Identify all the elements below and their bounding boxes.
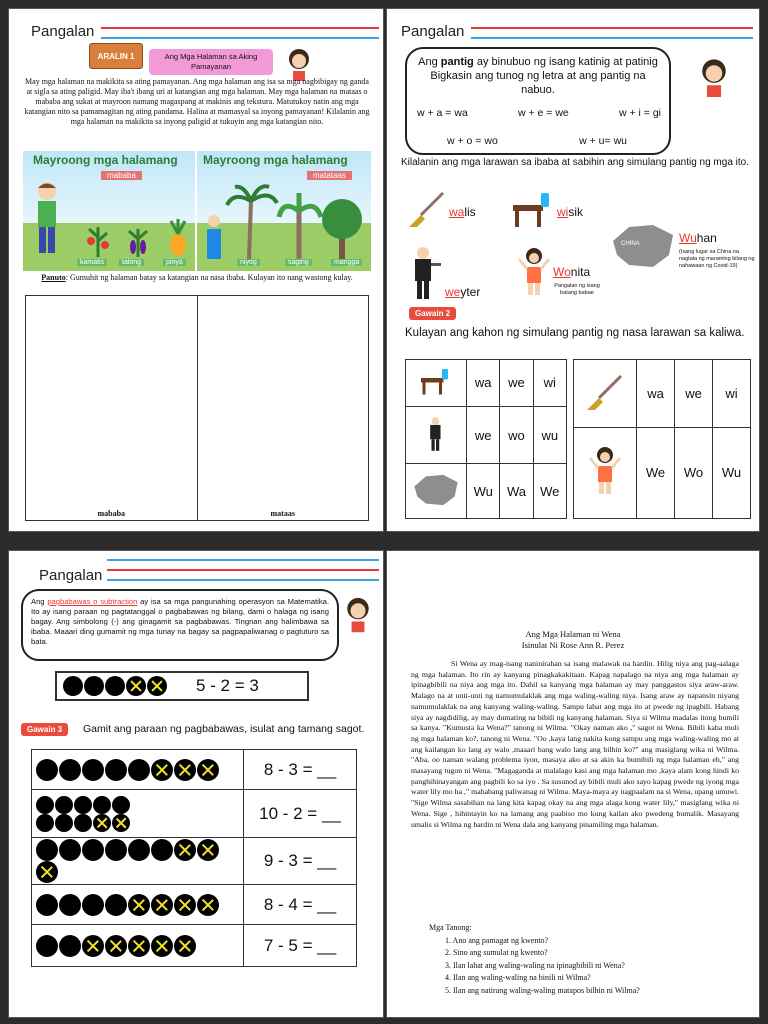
dots-cell [32, 750, 244, 790]
crossed-dot-icon [197, 759, 219, 781]
syllable-cell[interactable]: wa [637, 360, 675, 428]
plants-illustration [23, 151, 371, 271]
intro-paragraph: May mga halaman na makikita sa ating pamayanan. Ang mga halaman ang isa sa mga nagbibigay ng ganda at sigla sa ating paligid. May iba't ibang uri at katangian ang mga halaman. May mga halaman na mataas o mababa ang sukat at mayroon namang magaspang at makinis ang tekstura. Matutukoy natin ang mga katangian nito sa pamamagitan ng ating pandama. Halina at mamasyal sa inyong pamayanan! Kilalanin ang mga halaman na makikita sa inyong paligid at tukuyin ang mga katangian nito. [24, 77, 370, 126]
wonita-girl-icon [588, 443, 622, 499]
syllable-cell[interactable]: We [637, 427, 675, 518]
instruction-2: Kulayan ang kahon ng simulang pantig ng nasa larawan sa kaliwa. [405, 327, 745, 339]
dot-icon [59, 839, 81, 861]
pantig-bubble [405, 47, 671, 155]
name-line-blue [471, 37, 753, 39]
picture-cell [406, 464, 467, 519]
equation-cell[interactable]: 8 - 3 = __ [244, 750, 357, 790]
questions-list [445, 935, 640, 997]
story-body: Si Wena ay mag-isang naninirahan sa isang malawak na hardin. Hilig niya ang pag-aalaga ng mga halaman. Ito rin ay kanyang pinagkakakitaan. Kapag napalago na niya ang mga halaman ay ipinagbibili na niya ang mga ito. Dahil sa kanyang mga halaman ay may panggastos siya araw-araw. Malago na at unti-unti ng namumulaklak ang mga waling-waling niya. Isang araw ay napansin niyang namumulaklak na ang kanyang waling-waling. Sampu lahat ang mga ito at pwede ng ipagbili. Habang siya ay nagdidilig, ay may dumating na bibili ng kanyang halaman. Siya si Wilma madalas itong bumili sa kanya. "Kumusta ka Wena?" tanong ni Wilma. "Okay naman ako ," sagot ni Wena. Bibili kaba muli ng mga halaman ko?, tanong ni Wena. "Oo ,kaya lang nakita kong sampu ang mga waling-waling mo at ang kailangan ko lang ay walo ,maaari bang walo lang ang bilhin ko?" ang masiglang wika ni Wilma. "Aba, oo naman walang problema iyon, masaya ako at sa akin ka bumibili ng mga halaman eh," ang masayang tugon ni Wena. "Magaganda at malalago kasi ang mga halaman mo ,kaya alam kong hindi ko panghihinayangan ang pagbili ko sa iyo . Sa susunod ay bibili muli ako sayo kapag pwede ng iyong mga water lily mo ha ," mahabang paliwanag ni Wilma. Maya-maya ay nagpaalam na si Wena, upang umuwi. "Sige Wilma sasabihan na lang kita kapag okay na ang mga alaga kong water lily," masiglang wika ni Wena. Sige , hihintayin ko na lamang ang paabiso mo kung kailan ako pwedeng bumalik. Masayang umalis si Wilma ng hardin ni Wena dala ang kanyang pinamiling mga halaman. [411, 659, 739, 829]
question-item: 5. Ilan ang natirang waling-waling matapos bilhin ni Wilma? [445, 985, 640, 995]
crossed-dot-icon [112, 814, 130, 832]
name-line-blue [107, 559, 379, 561]
table-row [406, 360, 567, 407]
instruction-1: Kilalanin ang mga larawan sa ibaba at sabihin ang simulang pantig ng mga ito. [401, 157, 750, 168]
dot-icon [36, 759, 58, 781]
syllable-cell[interactable]: we [467, 406, 500, 463]
syllable-cell[interactable]: we [500, 360, 533, 407]
aralin-badge: ARALIN 1 [89, 43, 143, 69]
china-map-icon [609, 221, 677, 271]
formula-wa: w + a = wa [417, 107, 468, 119]
syllable-cell[interactable]: wo [500, 406, 533, 463]
name-line-red [471, 27, 753, 29]
table-row [32, 925, 357, 967]
instruction-body: : Gumuhit ng halaman batay sa katangian na nasa ibaba. Kulayan ito nang wastong kulay. [65, 273, 353, 282]
dots-cell [32, 790, 244, 838]
table-row [32, 838, 357, 885]
gawain-3-badge: Gawain 3 [21, 723, 68, 736]
word-rest: sik [568, 205, 584, 219]
wuhan-note: (Isang lugar sa China na nagtala ng maraming bilang ng nahawaan ng Covid-19) [679, 249, 755, 269]
word-prefix: wa [449, 205, 465, 219]
banner-left: Mayroong mga halamang [33, 153, 178, 167]
box-label-mataas: mataas [270, 509, 295, 518]
name-line-red [101, 27, 379, 29]
dot-icon [128, 759, 150, 781]
syllable-cell[interactable]: Wo [675, 427, 713, 518]
word-wuhan [679, 231, 717, 245]
plant-label-pinya: pinya [163, 259, 186, 266]
table-row [32, 885, 357, 925]
picture-cell [406, 406, 467, 463]
crossed-dot-icon [93, 814, 111, 832]
spray-table-icon [416, 366, 456, 396]
dot-icon [84, 676, 104, 696]
plant-label-mangga: mangga [331, 259, 362, 266]
waiter-icon [407, 245, 441, 301]
banner-right: Mayroong mga halamang [203, 153, 348, 167]
wonita-note: Pangalan ng isang batang babae [554, 283, 600, 296]
dot-icon [59, 935, 81, 957]
question-item: 3. Ilan lahat ang waling-waling na ipinagbibili ni Wena? [445, 960, 625, 970]
crossed-dot-icon [128, 935, 150, 957]
formula-wo: w + o = wo [447, 135, 498, 147]
word-prefix: we [445, 285, 461, 299]
syllable-cell[interactable]: Wu [713, 427, 751, 518]
broom-icon [407, 189, 447, 229]
draw-box-mababa[interactable] [26, 296, 198, 520]
word-wonita [553, 265, 590, 279]
crossed-dot-icon [151, 894, 173, 916]
equation-cell[interactable]: 10 - 2 = __ [244, 790, 357, 838]
girl-icon [697, 57, 731, 97]
girl-icon [343, 595, 373, 633]
dot-icon [128, 839, 150, 861]
table-row [32, 750, 357, 790]
bubble-red: pagbabawas o subtraction [47, 597, 138, 606]
dots-cell [32, 838, 244, 885]
dot-icon [36, 839, 58, 861]
crossed-dot-icon [105, 935, 127, 957]
pangalan-label: Pangalan [31, 23, 95, 40]
dot-icon [36, 796, 54, 814]
banner-left-sub: mababa [101, 171, 142, 180]
subtraction-bubble [21, 589, 339, 661]
word-rest: lis [464, 205, 476, 219]
bubble-post: ay isa sa mga pangunahing operasyon sa Matematika. Ito ay isang paraan ng pagtatanggal o pagbabawas ng bilang, dami o halaga ng isang bagay. Ang simbolong (-) ang ginagamit sa pagbabawas. Tingnan ang halimbawa sa ibaba. Maaari ding gumamit ng mga tunay na bagay sa pagpapaliwanag o pagtuturo sa bata. [31, 597, 329, 646]
dot-icon [105, 894, 127, 916]
drawing-boxes [25, 295, 369, 521]
syllable-cell[interactable]: Wu [467, 464, 500, 519]
equation-cell[interactable]: 9 - 3 = __ [244, 838, 357, 885]
crossed-dot-icon [126, 676, 146, 696]
crossed-dot-icon [128, 894, 150, 916]
dot-icon [105, 676, 125, 696]
syllable-cell[interactable]: Wa [500, 464, 533, 519]
low-plants-panel [23, 151, 195, 271]
formula-wu: w + u= wu [579, 135, 627, 147]
picture-cell [406, 360, 467, 407]
spray-table-icon [511, 189, 555, 229]
crossed-dot-icon [197, 839, 219, 861]
table-row [574, 360, 751, 428]
low-plants-icon [83, 217, 193, 257]
word-prefix: Wu [679, 231, 697, 245]
dot-icon [36, 935, 58, 957]
formula-row-1 [417, 107, 661, 119]
name-line-blue-2 [107, 579, 379, 581]
crossed-dot-icon [82, 935, 104, 957]
syllable-cell[interactable]: wu [533, 406, 566, 463]
example-equation: 5 - 2 = 3 [196, 676, 259, 695]
crossed-dot-icon [147, 676, 167, 696]
plant-label-kamatis: kamatis [77, 259, 107, 266]
word-weyter [445, 285, 480, 299]
pantig-definition [415, 55, 661, 97]
questions-label: Mga Tanong: [429, 923, 472, 932]
story-author: Isinulat Ni Rose Ann R. Perez [521, 640, 625, 650]
word-rest: han [696, 231, 717, 245]
worksheet-page-2 [386, 8, 760, 532]
china-label: CHINA [621, 241, 640, 247]
crossed-dot-icon [151, 935, 173, 957]
plant-label-talong: talong [119, 259, 144, 266]
example-box [55, 671, 309, 701]
dot-icon [59, 759, 81, 781]
box-label-mababa: mababa [97, 509, 126, 518]
equation-cell[interactable]: 7 - 5 = __ [244, 925, 357, 967]
equation-cell[interactable]: 8 - 4 = __ [244, 885, 357, 925]
crossed-dot-icon [174, 894, 196, 916]
pangalan-label: Pangalan [401, 23, 465, 40]
dot-icon [82, 839, 104, 861]
instruction-text [25, 273, 369, 283]
question-item: 2. Sino ang sumulat ng kwento? [445, 948, 548, 958]
name-line-red [107, 569, 379, 571]
bubble-pre: Ang [31, 597, 48, 606]
dot-icon [82, 759, 104, 781]
syllable-cell[interactable]: wa [467, 360, 500, 407]
word-prefix: wi [557, 205, 569, 219]
waiter-icon [425, 415, 447, 453]
story-page [386, 550, 760, 1018]
dot-icon [82, 894, 104, 916]
subtraction-definition [31, 597, 329, 647]
pangalan-label: Pangalan [39, 567, 103, 584]
dots-cell [32, 925, 244, 967]
question-item: 1. Ano ang pamagat ng kwento? [445, 936, 549, 945]
worksheet-page-1 [8, 8, 384, 532]
dot-icon [55, 796, 73, 814]
dot-icon [112, 796, 130, 814]
word-prefix: Wo [553, 265, 571, 279]
dot-icon [59, 894, 81, 916]
table-row [406, 464, 567, 519]
dot-icon [63, 676, 83, 696]
dot-icon [74, 814, 92, 832]
tall-plants-icon [199, 181, 369, 261]
plant-label-saging: saging [285, 259, 312, 266]
table-row [406, 406, 567, 463]
name-line-blue [101, 37, 379, 39]
dot-icon [74, 796, 92, 814]
plant-label-niyog: niyog [237, 259, 260, 266]
dot-icon [105, 839, 127, 861]
example-dots [63, 676, 168, 696]
syllable-cell[interactable]: We [533, 464, 566, 519]
formula-wi: w + i = gi [618, 107, 661, 119]
china-map-icon [411, 472, 461, 508]
boy-icon [27, 179, 67, 259]
syllable-cell[interactable]: wi [533, 360, 566, 407]
bubble-bold: pantig [440, 56, 474, 68]
crossed-dot-icon [174, 935, 196, 957]
word-rest: nita [570, 265, 591, 279]
crossed-dot-icon [197, 894, 219, 916]
picture-cell [574, 427, 637, 518]
broom-icon [585, 372, 625, 412]
dot-icon [93, 796, 111, 814]
story-title: Ang Mga Halaman ni Wena [525, 629, 621, 639]
dot-icon [105, 759, 127, 781]
word-wisik [557, 205, 583, 219]
bubble-pre: Ang [418, 56, 441, 68]
dot-icon [55, 814, 73, 832]
formula-we: w + e = we [517, 107, 569, 119]
lesson-title: Ang Mga Halaman sa Aking Pamayanan [149, 49, 273, 75]
draw-box-mataas[interactable] [198, 296, 369, 520]
word-walis [449, 205, 476, 219]
syllable-cell[interactable]: wi [713, 360, 751, 428]
dot-icon [151, 839, 173, 861]
table-row [32, 790, 357, 838]
left-syllable-table [405, 359, 567, 519]
dot-icon [36, 894, 58, 916]
syllable-cell[interactable]: we [675, 360, 713, 428]
girl-icon [285, 47, 313, 81]
crossed-dot-icon [174, 839, 196, 861]
right-syllable-table [573, 359, 751, 519]
wonita-girl-icon [517, 247, 551, 297]
gawain-2-badge: Gawain 2 [409, 307, 456, 320]
bubble-post: ay binubuo ng isang katinig at patinig Bigkasin ang tunog ng letra at ang pantig na nabuo. [430, 56, 658, 96]
picture-cell [574, 360, 637, 428]
banner-right-sub: matataas [307, 171, 352, 180]
dots-cell [32, 885, 244, 925]
table-row [574, 427, 751, 518]
instruction-3: Gamit ang paraan ng pagbabawas, isulat ang tamang sagot. [83, 723, 365, 735]
crossed-dot-icon [36, 861, 58, 883]
word-rest: yter [460, 285, 481, 299]
crossed-dot-icon [151, 759, 173, 781]
subtraction-table [31, 749, 357, 967]
worksheet-page-3 [8, 550, 384, 1018]
tall-plants-panel [197, 151, 371, 271]
question-item: 4. Ilan ang waling-waling na binili ni Wilma? [445, 973, 591, 983]
dot-icon [36, 814, 54, 832]
instruction-label: Panuto [41, 273, 66, 282]
formula-row-2 [447, 135, 627, 147]
crossed-dot-icon [174, 759, 196, 781]
